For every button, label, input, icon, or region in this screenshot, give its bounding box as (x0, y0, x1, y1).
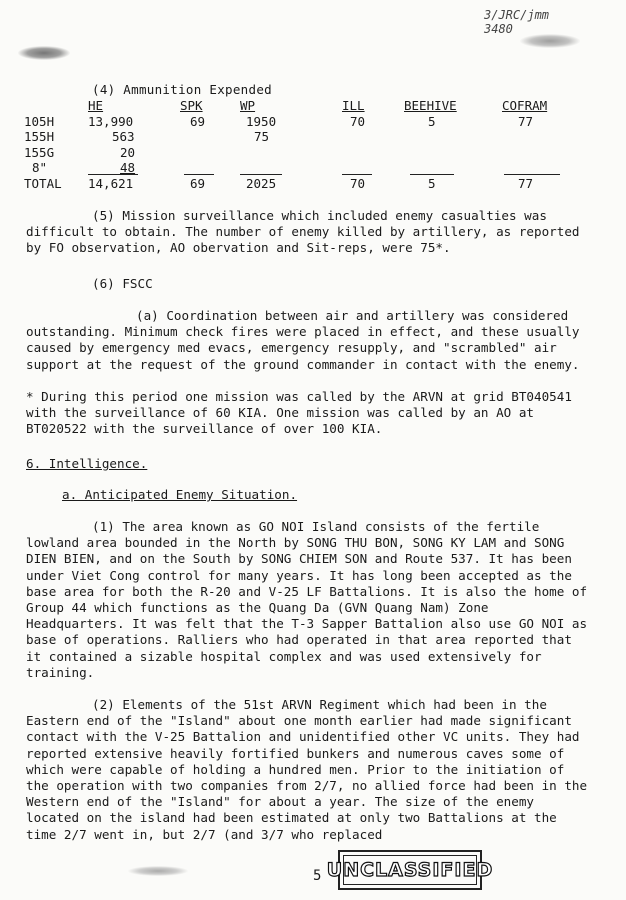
ammunition-title: (4) Ammunition Expended (92, 82, 272, 97)
total-rule (504, 174, 560, 175)
stamp-text: UNCLASSIFIED (326, 859, 494, 881)
file-reference (484, 8, 549, 36)
paragraph-5 (26, 208, 592, 257)
cell-cofram: 77 (518, 113, 534, 129)
row-label: TOTAL (24, 175, 62, 191)
total-rule (88, 174, 138, 175)
footnote (26, 389, 592, 438)
paragraph-intel-1 (26, 519, 592, 681)
col-header-he: HE (88, 98, 104, 113)
paragraph-intel-2 (26, 697, 592, 843)
paragraph-6a-text: (a) Coordination between air and artillery was considered outstanding. Minimum check fires were placed in effect, and these usually caused by emergency med evacs, emergency resupply, and "scrambled" air support at the request of the ground commander in contact with the enemy. (26, 308, 580, 372)
footnote-text: * During this period one mission was called by the ARVN at grid BT040541 with the surveillance of 60 KIA. One mission was called by an AO at BT020522 with the surveillance of over 100 KIA. (26, 389, 572, 437)
stamp-border (343, 855, 477, 885)
total-rule (342, 174, 372, 175)
cell-he: 48 (120, 160, 136, 175)
redaction-mark (18, 46, 70, 60)
cell-cofram: 77 (518, 175, 534, 191)
total-rule (410, 174, 454, 175)
row-label: 105H (24, 113, 55, 129)
paragraph-6a (26, 308, 592, 373)
paragraph-intel-1-text: (1) The area known as GO NOI Island consists of the fertile lowland area bounded in the North by SONG THU BON, SONG KY LAM and SONG DIEN BIEN, and on the South by SONG CHIEM SON and Route 537. It has been under Viet Cong control for many years. It has long been accepted as the base area for both the R-20 and V-25 LF Battalions. It is also the home of Group 44 which functions as the Quang Da (GVN Quang Nam) Zone Headquarters. It was felt that the T-3 Sapper Battalion also use GO NOI as base of operations. Ralliers who had operated in that area reported that it contained a sizable hospital complex and was used extensively for training. (26, 519, 588, 680)
paragraph-intel-2-text: (2) Elements of the 51st ARVN Regiment which had been in the Eastern end of the "Island" about one month earlier had made significant contact with the V-25 Battalion and unidentified other VC units. They had reported extensive heavily fortified bunkers and numerous caves some of which were capable of holding a hundred men. Prior to the initiation of the operation with two companies from 2/7, no allied force had been in the Western end of the "Island" for about a year. The size of the enemy located on the island had been estimated at only two Battalions at the time 2/7 went in, but 2/7 (and 3/7 who replaced (26, 697, 588, 842)
cell-spk: 69 (190, 175, 206, 191)
cell-he: 14,621 (88, 175, 134, 191)
total-rule (240, 174, 282, 175)
col-header-cofram: COFRAM (502, 98, 548, 113)
row-label: 155H (24, 129, 55, 144)
cell-spk: 69 (190, 113, 206, 129)
section-6-heading: 6. Intelligence. (26, 456, 148, 471)
cell-beehive: 5 (428, 113, 436, 129)
reference-number: 3480 (484, 22, 513, 36)
cell-wp: 75 (254, 129, 270, 144)
col-header-beehive: BEEHIVE (404, 98, 457, 113)
col-header-spk: SPK (180, 98, 203, 113)
cell-ill: 70 (350, 113, 366, 129)
cell-wp: 1950 (246, 113, 277, 129)
cell-ill: 70 (350, 175, 366, 191)
col-header-wp: WP (240, 98, 256, 113)
redaction-mark (128, 866, 188, 876)
cell-he: 13,990 (88, 113, 134, 129)
cell-he: 20 (120, 144, 136, 160)
cell-beehive: 5 (428, 175, 436, 191)
redaction-mark (520, 34, 580, 48)
section-6a-heading: a. Anticipated Enemy Situation. (62, 487, 298, 502)
page-number: 5 (313, 868, 322, 884)
col-header-ill: ILL (342, 98, 365, 113)
cell-wp: 2025 (246, 175, 277, 191)
paragraph-5-text: (5) Mission surveillance which included enemy casualties was difficult to obtain. The number of enemy killed by artillery, as reported by FO observation, AO obervation and Sit-reps, were 75*. (26, 208, 580, 256)
classification-stamp (326, 850, 494, 890)
total-rule (184, 174, 214, 175)
row-label: 8" (32, 160, 48, 175)
fscc-heading: (6) FSCC (92, 276, 153, 291)
cell-he: 563 (112, 129, 135, 144)
reference-initials: 3/JRC/jmm (484, 8, 550, 22)
row-label: 155G (24, 144, 55, 160)
